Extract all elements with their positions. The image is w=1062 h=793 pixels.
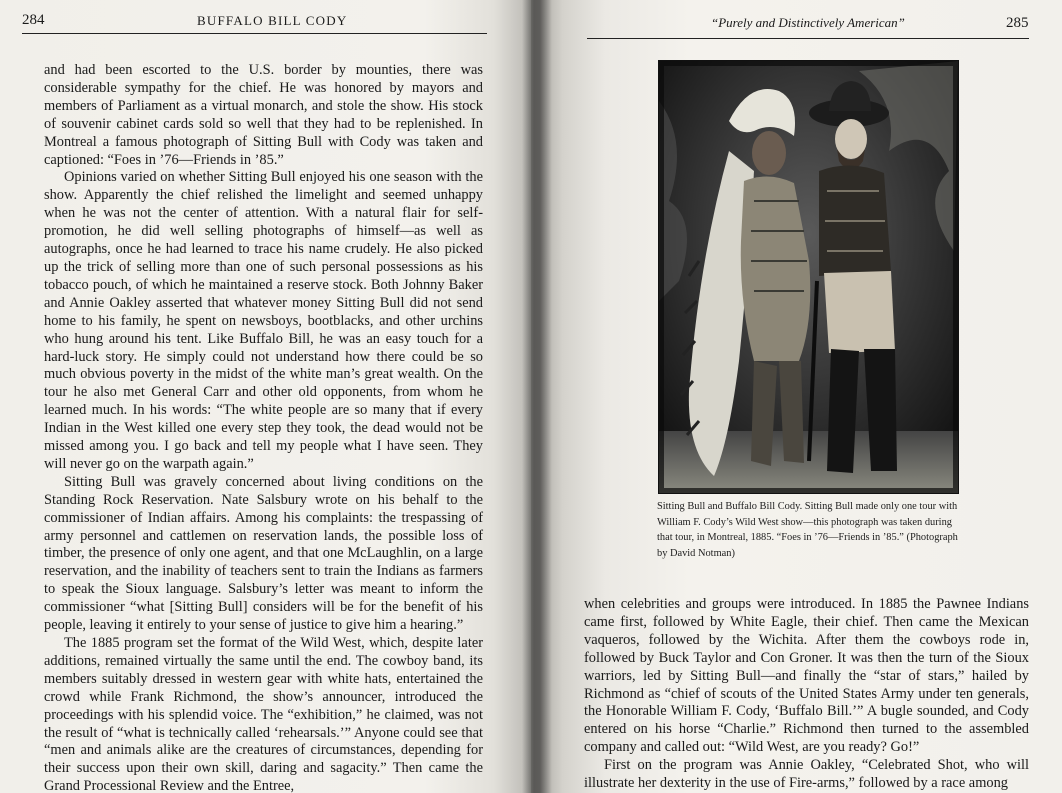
left-paragraph-4: The 1885 program set the format of the Wild West, which, despite later additions, remained virtually the same until the end. The cowboy band, its members suitably dressed in western gear with white hats, entertained the crowd while Frank Richmond, the show’s announcer, introduced the proceedings with his splendid voice. The “exhibition,” he claimed, was not the result of “what is technically called ‘rehearsals.’” Anyone could see that “men and animals alike are the creatures of circumstances, depending for their success upon their own skill, daring and sagacity.” Then came the Grand Processional Review and the Entree, — [44, 635, 483, 793]
right-paragraph-1: when celebrities and groups were introduced. In 1885 the Pawnee Indians came first, followed by White Eagle, their chief. Then came the Mexican vaqueros, followed by the Wichita. After them the cowboys rode in, followed by Buck Taylor and Con Groner. It was then the turn of the Sioux warriors, led by Sitting Bull—and finally the “star of stars,” hailed by Richmond as “chief of scouts of the United States Army under ten generals, the Honorable William F. Cody, ‘Buffalo Bill.’” A bugle sounded, and Cody entered on his horse “Charlie.” Richmond then turned to the assembled company and called out: “Wild West, are you ready? Go!” — [584, 596, 1029, 756]
right-page — [531, 0, 1062, 793]
historical-photograph — [658, 60, 959, 494]
right-paragraph-2: First on the program was Annie Oakley, “Celebrated Shot, who will illustrate her dexterity in the use of Fire-arms,” followed by a race among — [584, 757, 1029, 792]
left-paragraph-1: and had been escorted to the U.S. border by mounties, there was considerable sympathy for the chief. He was honored by mayors and members of Parliament as a virtual monarch, and stole the show. His stock of souvenir cabinet cards sold so well that they had to be replenished. In Montreal a famous photograph of Sitting Bull with Cody was taken and captioned: “Foes in ’76—Friends in ’85.” — [44, 62, 483, 168]
photo-caption: Sitting Bull and Buffalo Bill Cody. Sitting Bull made only one tour with William F. Cody’s Wild West show—this photograph was taken during that tour, in Montreal, 1885. “Foes in ’76—Friends in ’85.” (Photograph by David Notman) — [657, 501, 958, 559]
right-page-number: 285 — [1006, 15, 1029, 31]
right-running-head: “Purely and Distinctively American” — [711, 15, 905, 30]
left-running-head: BUFFALO BILL CODY — [197, 13, 348, 28]
photograph-image — [659, 61, 958, 493]
left-paragraph-2: Opinions varied on whether Sitting Bull enjoyed his one season with the show. Apparently the chief relished the limelight and seemed unhappy when he was not the center of attention. With a natural flair for self-promotion, he did well selling photographs of himself—as well as autographs, once he had learned to trace his name crudely. He also picked up the trick of selling more than one of such personal possessions as his tobacco pouch, of which he maintained a reserve stock. Both Johnny Baker and Annie Oakley asserted that whatever money Sitting Bull did not send home to his family, he spent on newsboys, bootblacks, and other urchins who hung around his tent. Like Buffalo Bill, he was an easy touch for a hard-luck story. He simply could not understand how there could be so much obvious poverty in the midst of the white man’s great wealth. On the tour he also met General Carr and other old opponents, from whom he learned much. In his words: “The white people are so many that if every Indian in the West killed one every step they took, the dead would not be missed among you. I go back and tell my people what I have seen. They will never go on the warpath again.” — [44, 169, 483, 472]
left-paragraph-3: Sitting Bull was gravely concerned about living conditions on the Standing Rock Reservation. Nate Salsbury wrote on his behalf to the commissioner of Indian affairs. Among his complaints: the trespassing of army personnel and cattlemen on reservation lands, the possible loss of timber, the presence of only one agent, and that one McLaughlin, on a large reservation, and the inability of teachers sent to train the Indians as farmers to speak the Sioux language. Salsbury’s letter was meant to inform the commissioner “what [Sitting Bull] considers will be for the benefit of his people, leaving it entirely to your sense of justice to give him a hearing.” — [44, 473, 483, 634]
book-gutter — [522, 0, 552, 793]
right-body-text — [584, 596, 1029, 793]
left-body-text — [44, 62, 483, 793]
left-header-rule — [22, 33, 487, 34]
right-header-rule — [587, 38, 1029, 39]
sitting-bull-head — [752, 131, 786, 175]
left-page-number: 284 — [22, 12, 45, 28]
